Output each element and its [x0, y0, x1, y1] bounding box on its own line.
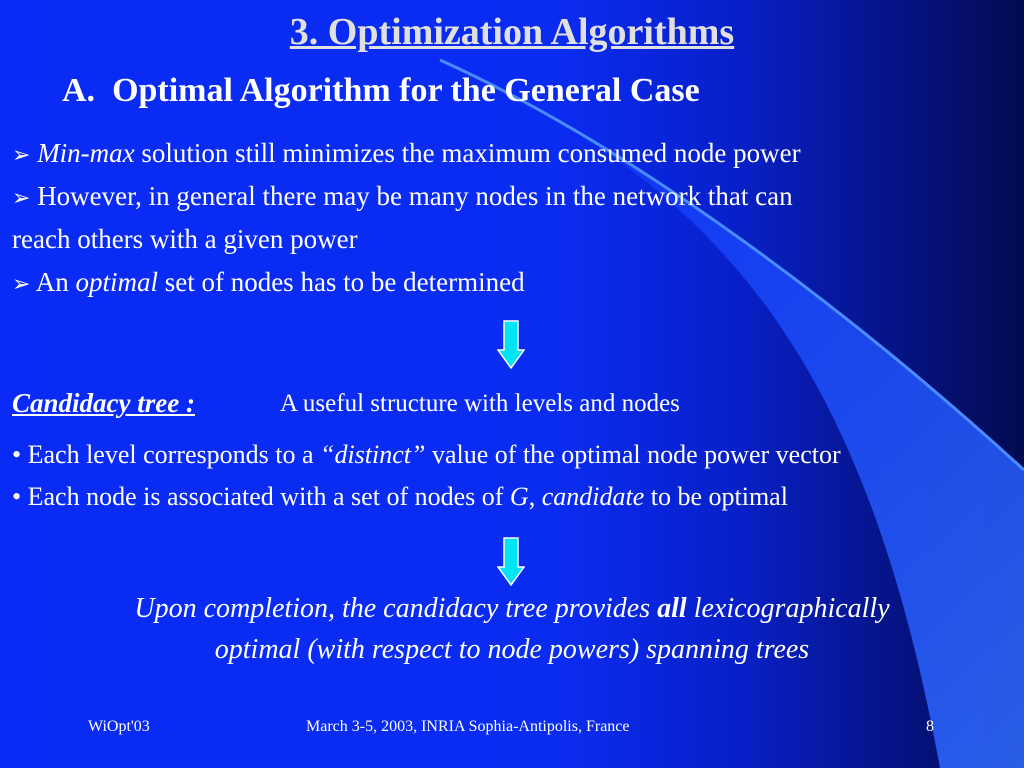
arrowhead-bullet-icon: ➢ [12, 272, 31, 297]
dot-text-pre: Each level corresponds to a [27, 440, 320, 469]
conclusion-line-1 [0, 593, 1024, 625]
conclusion-pre: Upon completion, the candidacy tree provides [134, 593, 658, 624]
bullet-text: set of nodes has to be determined [157, 267, 525, 297]
slide-title: 3. Optimization Algorithms [289, 11, 735, 53]
subtitle-text: Optimal Algorithm for the General Case [112, 72, 700, 109]
dot-bullet-icon: • [12, 440, 22, 469]
bullet-however-continued: reach others with a given power [12, 224, 358, 254]
dot-item-level [12, 440, 841, 470]
dot-emphasis-g: G [509, 482, 529, 511]
arrowhead-bullet-icon: ➢ [12, 143, 31, 168]
down-arrow-icon [497, 537, 525, 587]
footer-left: WiOpt'03 [88, 718, 150, 735]
dot-emphasis: “distinct” [320, 440, 426, 469]
candidacy-tree-label: Candidacy tree : [12, 388, 195, 418]
bullet-min-max [12, 138, 801, 169]
down-arrow-icon [497, 320, 525, 370]
dot-text-mid: , [528, 482, 542, 511]
bullet-text: However, in general there may be many nodes in the network that can [37, 181, 793, 211]
dot-emphasis-candidate: candidate [541, 482, 645, 511]
section-subtitle [62, 72, 700, 110]
bullet-text: solution still minimizes the maximum consumed node power [134, 138, 801, 168]
bullet-however [12, 181, 793, 212]
conclusion-bold: all [657, 593, 687, 624]
footer-center: March 3-5, 2003, INRIA Sophia-Antipolis, France [306, 718, 630, 735]
page-number: 8 [926, 718, 934, 735]
candidacy-tree-description: A useful structure with levels and nodes [280, 390, 680, 417]
bullet-emphasis: optimal [75, 267, 158, 297]
dot-text: value of the optimal node power vector [425, 440, 841, 469]
dot-bullet-icon: • [12, 482, 22, 511]
subtitle-label: A. [62, 72, 96, 109]
arrowhead-bullet-icon: ➢ [12, 186, 31, 211]
dot-text-pre: Each node is associated with a set of nodes of [27, 482, 510, 511]
bullet-text-pre: An [35, 267, 76, 297]
dot-item-node [12, 482, 788, 512]
bullet-optimal-set [12, 267, 525, 298]
conclusion-post: lexicographically [686, 593, 890, 624]
conclusion-line-2: optimal (with respect to node powers) spanning trees [214, 634, 810, 665]
bullet-emphasis: Min-max [37, 138, 135, 168]
dot-text: to be optimal [644, 482, 788, 511]
